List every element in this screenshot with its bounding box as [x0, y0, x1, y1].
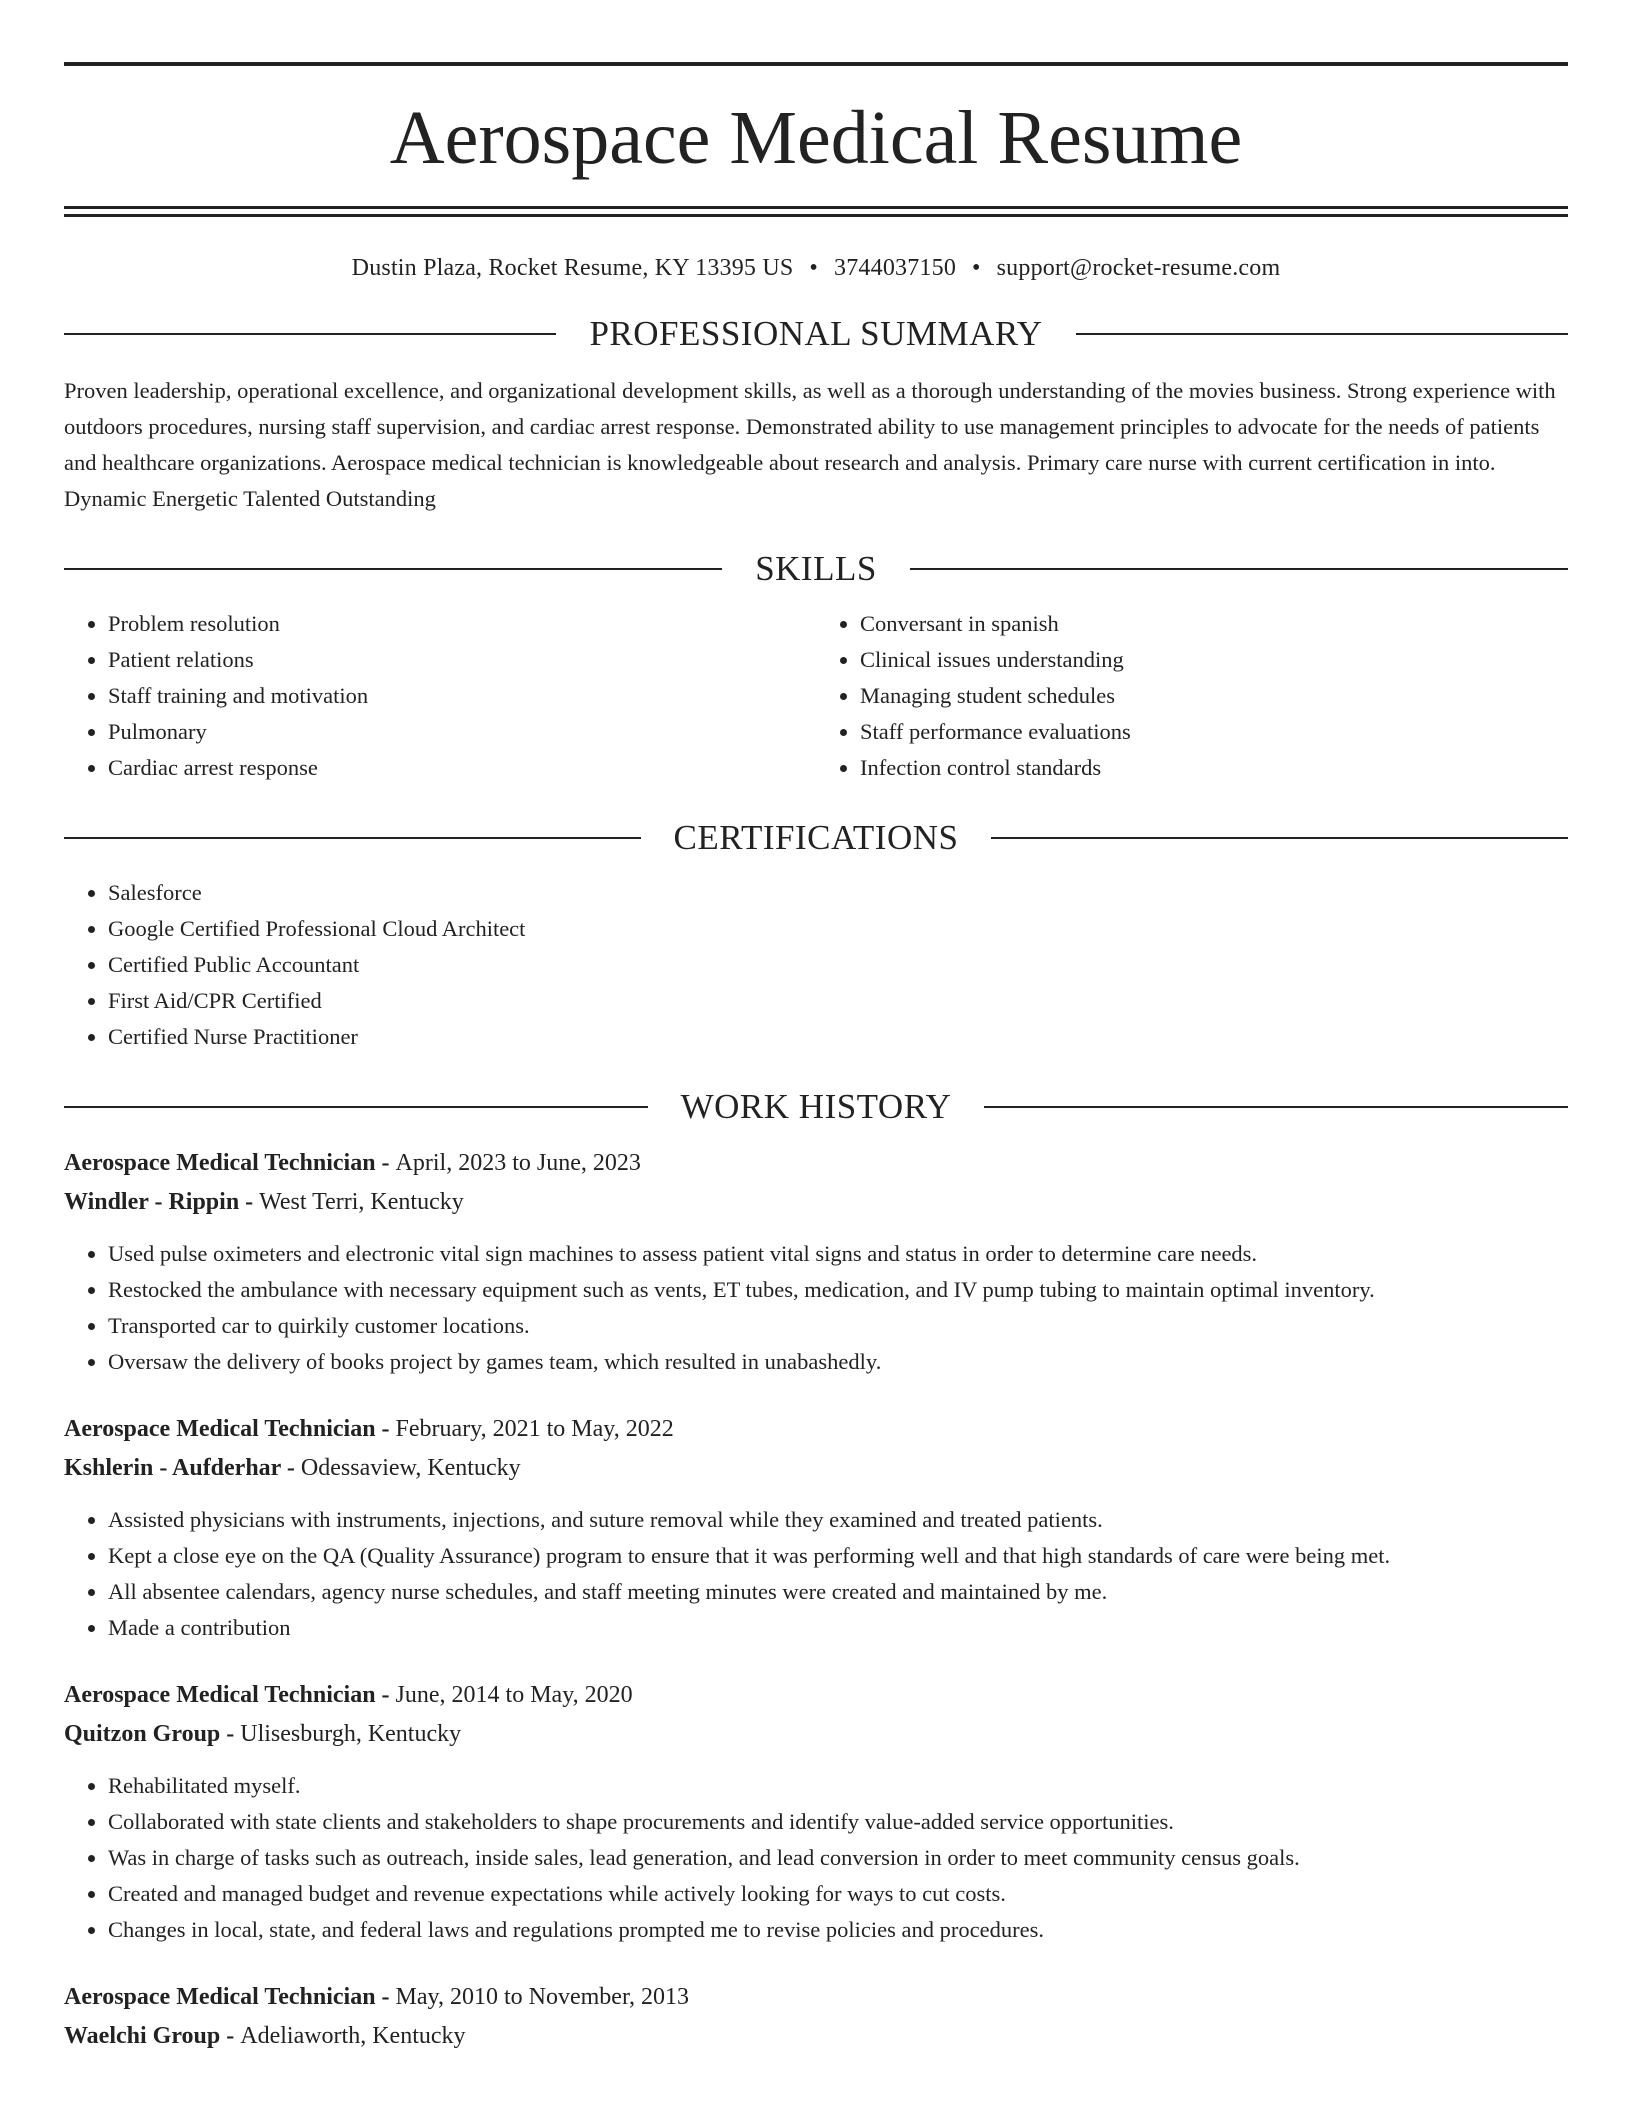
- job-dash: -: [220, 2023, 241, 2049]
- skill-item: • Infection control standards: [860, 750, 1568, 786]
- heading-rule-left: [64, 568, 722, 570]
- skill-item: • Staff performance evaluations: [860, 714, 1568, 750]
- work-heading: WORK HISTORY: [680, 1087, 952, 1126]
- job-dash: -: [375, 1682, 396, 1708]
- job-location: Adeliaworth, Kentucky: [240, 2023, 466, 2049]
- job-title-line: [64, 1410, 1568, 1449]
- job-entry: [64, 1676, 1568, 1948]
- job-title-line: [64, 1144, 1568, 1183]
- skills-list-left: [64, 606, 816, 786]
- job-bullet: • Kept a close eye on the QA (Quality Assurance) program to ensure that it was performing well and that high standards of care were being met.: [108, 1538, 1568, 1574]
- job-dates: February, 2021 to May, 2022: [395, 1416, 674, 1442]
- job-dash: -: [239, 1189, 260, 1215]
- job-entry: [64, 1410, 1568, 1646]
- skill-item: • Cardiac arrest response: [108, 750, 816, 786]
- job-bullet: • Created and managed budget and revenue expectations while actively looking for ways to cut costs.: [108, 1876, 1568, 1912]
- job-company-line: [64, 1183, 1568, 1222]
- skills-heading-row: [64, 551, 1568, 586]
- certification-item: • Certified Nurse Practitioner: [108, 1019, 1568, 1055]
- job-dash: -: [375, 1150, 396, 1176]
- title-double-rule: [64, 206, 1568, 217]
- skills-list-right: [816, 606, 1568, 786]
- job-dates: April, 2023 to June, 2023: [395, 1150, 641, 1176]
- contact-separator: •: [972, 255, 981, 281]
- certifications-heading: CERTIFICATIONS: [673, 818, 959, 857]
- contact-address: Dustin Plaza, Rocket Resume, KY 13395 US: [351, 255, 794, 281]
- contact-line: [64, 255, 1568, 282]
- job-title: Aerospace Medical Technician: [64, 1150, 376, 1176]
- resume-page: [64, 62, 1568, 2056]
- certification-item: • Google Certified Professional Cloud Architect: [108, 911, 1568, 947]
- job-bullet: • Was in charge of tasks such as outreach, inside sales, lead generation, and lead conversion in order to meet community census goals.: [108, 1840, 1568, 1876]
- job-entry: [64, 1978, 1568, 2056]
- certification-item: • First Aid/CPR Certified: [108, 983, 1568, 1019]
- certification-item: • Salesforce: [108, 875, 1568, 911]
- job-dash: -: [220, 1721, 241, 1747]
- job-title: Aerospace Medical Technician: [64, 1682, 376, 1708]
- heading-rule-left: [64, 333, 556, 335]
- job-bullets: [64, 1768, 1568, 1948]
- heading-rule-right: [984, 1106, 1568, 1108]
- work-history-list: [64, 1144, 1568, 2056]
- resume-title: Aerospace Medical Resume: [389, 96, 1243, 180]
- job-dates: May, 2010 to November, 2013: [395, 1984, 689, 2010]
- job-bullets: [64, 1502, 1568, 1646]
- job-company: Windler - Rippin: [64, 1189, 240, 1215]
- skills-columns: [64, 606, 1568, 786]
- job-location: Ulisesburgh, Kentucky: [240, 1721, 462, 1747]
- job-title: Aerospace Medical Technician: [64, 1416, 376, 1442]
- summary-heading-row: [64, 316, 1568, 351]
- skill-item: • Problem resolution: [108, 606, 816, 642]
- skill-item: • Clinical issues understanding: [860, 642, 1568, 678]
- certifications-list: [64, 875, 1568, 1055]
- skill-item: • Patient relations: [108, 642, 816, 678]
- job-bullet: • Restocked the ambulance with necessary equipment such as vents, ET tubes, medication, and IV pump tubing to maintain optimal inventory.: [108, 1272, 1568, 1308]
- skill-item: • Managing student schedules: [860, 678, 1568, 714]
- contact-email[interactable]: support@rocket-resume.com: [996, 255, 1281, 281]
- job-dash: -: [280, 1455, 301, 1481]
- job-entry: [64, 1144, 1568, 1380]
- job-company-line: [64, 1449, 1568, 1488]
- job-bullet: • Transported car to quirkily customer locations.: [108, 1308, 1568, 1344]
- certification-item: • Certified Public Accountant: [108, 947, 1568, 983]
- job-location: West Terri, Kentucky: [259, 1189, 464, 1215]
- skills-heading: SKILLS: [755, 549, 877, 588]
- job-company-line: [64, 2017, 1568, 2056]
- heading-rule-right: [1076, 333, 1568, 335]
- heading-rule-right: [910, 568, 1568, 570]
- job-company: Kshlerin - Aufderhar: [64, 1455, 281, 1481]
- job-bullet: • All absentee calendars, agency nurse schedules, and staff meeting minutes were created and maintained by me.: [108, 1574, 1568, 1610]
- summary-text: Proven leadership, operational excellence, and organizational development skills, as well as a thorough understanding of the movies business. Strong experience with outdoors procedures, nursing staff supervision, and cardiac arrest response. Demonstrated ability to use management principles to advocate for the needs of patients and healthcare organizations. Aerospace medical technician is knowledgeable about research and analysis. Primary care nurse with current certification in into. Dynamic Energetic Talented Outstanding: [64, 378, 1556, 511]
- job-location: Odessaview, Kentucky: [300, 1455, 521, 1481]
- skill-item: • Pulmonary: [108, 714, 816, 750]
- job-bullet: • Used pulse oximeters and electronic vital sign machines to assess patient vital signs and status in order to determine care needs.: [108, 1236, 1568, 1272]
- job-company-line: [64, 1715, 1568, 1754]
- job-title-line: [64, 1676, 1568, 1715]
- skill-item: • Conversant in spanish: [860, 606, 1568, 642]
- heading-rule-left: [64, 1106, 648, 1108]
- job-dash: -: [375, 1416, 396, 1442]
- job-dates: June, 2014 to May, 2020: [395, 1682, 633, 1708]
- skill-item: • Staff training and motivation: [108, 678, 816, 714]
- job-company: Quitzon Group: [64, 1721, 221, 1747]
- job-bullet: • Oversaw the delivery of books project by games team, which resulted in unabashedly.: [108, 1344, 1568, 1380]
- top-rule: [64, 62, 1568, 66]
- job-bullet: • Assisted physicians with instruments, injections, and suture removal while they examined and treated patients.: [108, 1502, 1568, 1538]
- certifications-heading-row: [64, 820, 1568, 855]
- contact-separator: •: [809, 255, 819, 281]
- summary-heading: PROFESSIONAL SUMMARY: [589, 314, 1043, 353]
- job-title: Aerospace Medical Technician: [64, 1984, 376, 2010]
- contact-phone[interactable]: 3744037150: [834, 255, 957, 281]
- heading-rule-left: [64, 837, 641, 839]
- job-bullet: • Collaborated with state clients and stakeholders to shape procurements and identify value-added service opportunities.: [108, 1804, 1568, 1840]
- job-dash: -: [375, 1984, 396, 2010]
- heading-rule-right: [991, 837, 1568, 839]
- job-bullets: [64, 1236, 1568, 1380]
- job-bullet: • Rehabilitated myself.: [108, 1768, 1568, 1804]
- job-bullet: • Made a contribution: [108, 1610, 1568, 1646]
- job-bullet: • Changes in local, state, and federal laws and regulations prompted me to revise policies and procedures.: [108, 1912, 1568, 1948]
- job-company: Waelchi Group: [64, 2023, 221, 2049]
- job-title-line: [64, 1978, 1568, 2017]
- work-heading-row: [64, 1089, 1568, 1124]
